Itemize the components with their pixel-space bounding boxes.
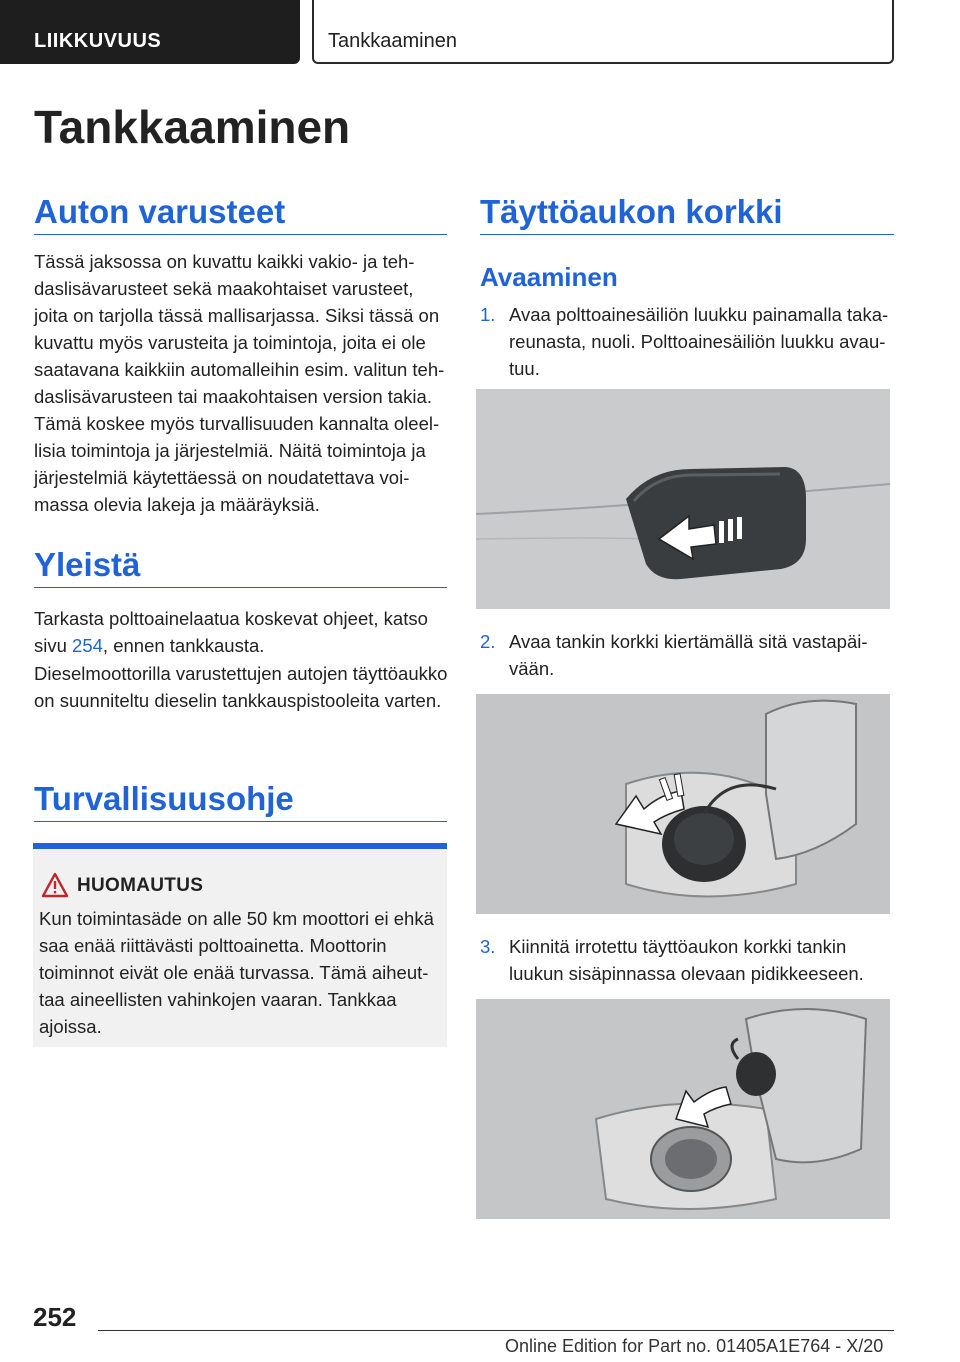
page-link[interactable]: 254 (72, 635, 103, 656)
footer-rule (98, 1330, 894, 1331)
step-3-number: 3. (480, 936, 496, 957)
notice-title: HUOMAUTUS (77, 875, 204, 896)
general-p1-text: Tarkasta polttoainelaatua koskevat ohjeet, katso sivu (34, 608, 428, 656)
fuel-cap-unscrew-illustration (476, 694, 890, 914)
header-chapter-tab (312, 0, 894, 64)
step-1 (480, 301, 900, 382)
general-heading: Yleistä (34, 546, 141, 583)
page-title: Tankkaaminen (34, 101, 351, 153)
warning-triangle-icon (41, 872, 69, 898)
step-1-number: 1. (480, 304, 496, 325)
fuel-cap-unscrew-figure (476, 694, 890, 914)
page-number: 252 (33, 1302, 77, 1332)
notice-box (33, 843, 447, 1047)
fuel-cap-holder-figure (476, 999, 890, 1219)
header-section-tab (0, 0, 300, 64)
equipment-paragraph: Tässä jaksossa on kuvattu kaikki vakio- ja tehdaslisävarusteet sekä maakohtaiset varusteet, joita on tarjolla tässä mallisarjassa. Siksi tässä on kuvattu myös varusteita ja toimintoja, joita ei ole saatavana kaikkiin automalleihin esim. valitun tehdaslisävarusteen tai maakohtaisen version takia. Tämä koskee myös turvallisuuden kannalta oleellisia toimintoja ja järjestelmiä. Näitä toimintoja ja järjestelmiä käytettäessä on noudatettava voimassa olevia lakeja ja määräyksiä. (34, 251, 445, 515)
safety-heading: Turvallisuusohje (34, 780, 294, 817)
step-1-text: Avaa polttoainesäiliön luukku painamalla takareunasta, nuoli. Polttoainesäiliön luukku avautuu. (509, 304, 889, 379)
step-2-number: 2. (480, 631, 496, 652)
step-3 (480, 933, 900, 987)
general-heading-rule (34, 587, 447, 588)
notice-text: Kun toimintasäde on alle 50 km moottori ei ehkä saa enää riittävästi polttoainetta. Moottorin toiminnot eivät ole enää turvassa. Tämä aiheuttaa aineellisten vahinkojen vaaran. Tankkaa ajoissa. (39, 908, 434, 1037)
safety-heading-rule (34, 821, 447, 822)
fuel-cap-heading: Täyttöaukon korkki (480, 193, 783, 230)
footer-edition: Online Edition for Part no. 01405A1E764 - X/20 (505, 1336, 884, 1356)
step-2 (480, 628, 900, 682)
general-paragraph-1 (34, 605, 448, 659)
step-3-text: Kiinnitä irrotettu täyttöaukon korkki tankin luukun sisäpinnassa olevaan pidikkeeseen. (509, 936, 864, 984)
equipment-heading: Auton varusteet (34, 193, 286, 230)
opening-subheading: Avaaminen (480, 262, 618, 292)
fuel-cap-heading-rule (480, 234, 894, 235)
chapter-label: Tankkaaminen (328, 30, 457, 52)
equipment-heading-rule (34, 234, 447, 235)
fuel-flap-figure (476, 389, 890, 609)
general-p1-text-end: , ennen tankkausta. (102, 635, 265, 656)
fuel-flap-press-illustration (476, 389, 890, 609)
general-paragraph-2: Dieselmoottorilla varustettujen autojen täyttöaukko on suunniteltu dieselin tankkauspistooleita varten. (34, 663, 448, 711)
fuel-cap-holder-illustration (476, 999, 890, 1219)
step-2-text: Avaa tankin korkki kiertämällä sitä vastapäivään. (509, 631, 868, 679)
section-label: LIIKKUVUUS (34, 30, 162, 52)
